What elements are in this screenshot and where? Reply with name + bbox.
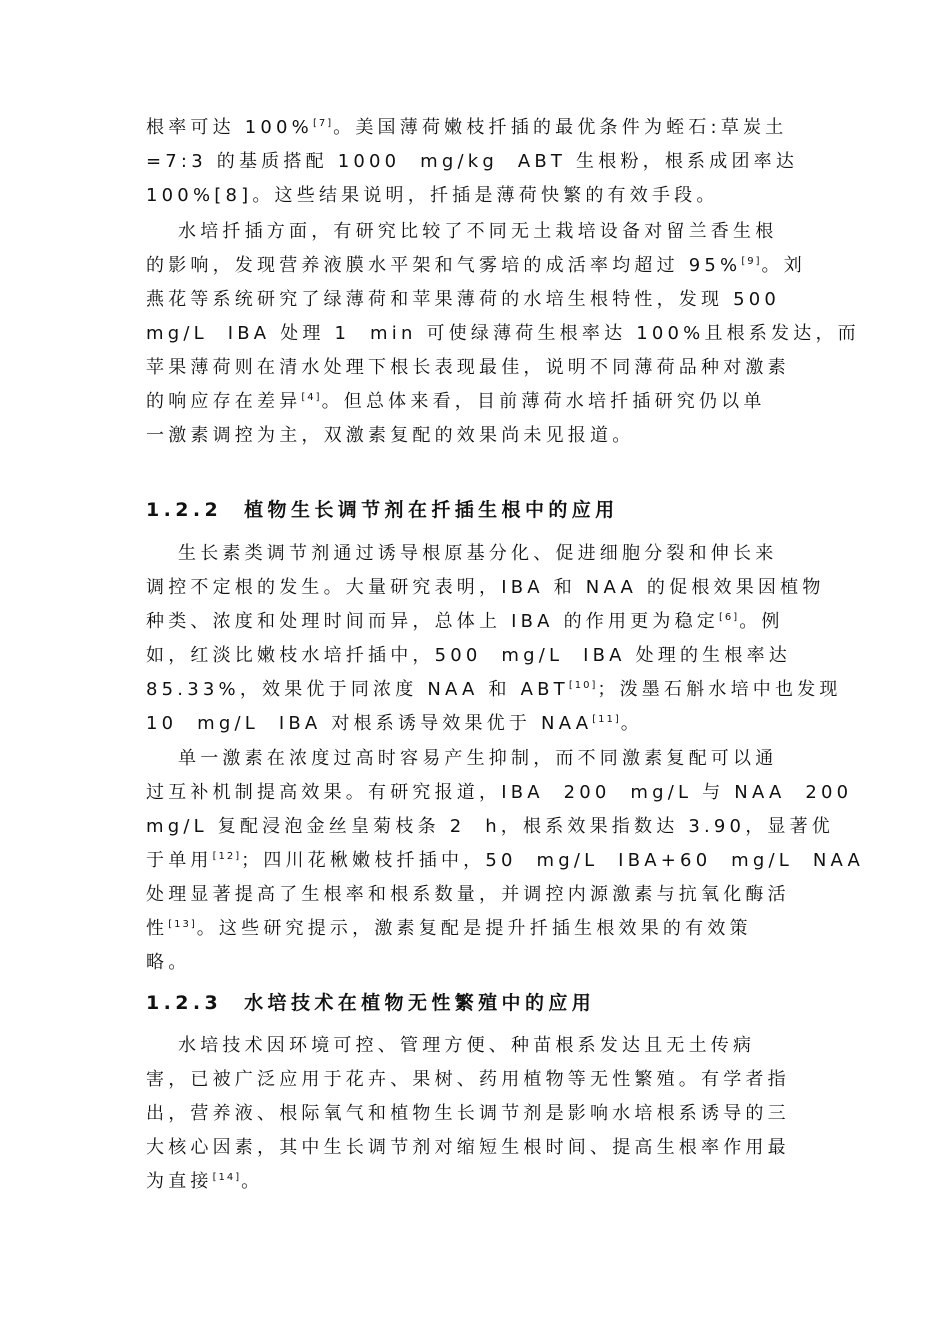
para4-line-7: 略。: [146, 952, 191, 973]
para2-line-5: 苹果薄荷则在清水处理下根长表现最佳，说明不同薄荷品种对激素: [146, 357, 790, 378]
text-run: 。例: [739, 611, 784, 632]
para1-line-3: 100%[8]。这些结果说明，扦插是薄荷快繁的有效手段。: [146, 185, 719, 206]
section-heading-1-2-2: [146, 496, 619, 524]
para1-line-2: =7:3 的基质搭配 1000 mg/kg ABT 生根粉，根系成团率达: [146, 151, 799, 172]
para2-line-4: mg/L IBA 处理 1 min 可使绿薄荷生根率达 100%且根系发达，而: [146, 323, 860, 344]
para4-line-4: [146, 848, 864, 874]
para4-line-6: [146, 916, 752, 942]
section-title: 植物生长调节剂在扦插生根中的应用: [244, 499, 619, 521]
para4-line-5: 处理显著提高了生根率和根系数量，并调控内源激素与抗氧化酶活: [146, 884, 790, 905]
text-run: 的影响，发现营养液膜水平架和气雾培的成活率均超过 95%: [146, 255, 742, 276]
text-run: 85.33%，效果优于同浓度 NAA 和 ABT: [146, 679, 569, 700]
para3-line-2: 调控不定根的发生。大量研究表明，IBA 和 NAA 的促根效果因植物: [146, 577, 825, 598]
para4-line-1: 单一激素在浓度过高时容易产生抑制，而不同激素复配可以通: [178, 748, 778, 769]
section-title: 水培技术在植物无性繁殖中的应用: [244, 992, 596, 1014]
text-run: 性: [146, 918, 169, 939]
citation-ref: [10]: [568, 680, 598, 691]
para4-line-3: mg/L 复配浸泡金丝皇菊枝条 2 h，根系效果指数达 3.90，显著优: [146, 816, 834, 837]
para3-line-1: 生长素类调节剂通过诱导根原基分化、促进细胞分裂和伸长来: [178, 543, 778, 564]
text-run: ；泼墨石斛水培中也发现: [597, 679, 842, 700]
para2-line-1: 水培扦插方面，有研究比较了不同无土栽培设备对留兰香生根: [178, 221, 778, 242]
para4-line-2: 过互补机制提高效果。有研究报道，IBA 200 mg/L 与 NAA 200: [146, 782, 853, 803]
text-run: 。: [241, 1171, 264, 1192]
citation-ref: [7]: [312, 118, 334, 129]
text-run: ；四川花楸嫩枝扦插中，50 mg/L IBA+60 mg/L NAA: [241, 850, 865, 871]
text-run: 于单用: [146, 850, 213, 871]
para2-line-2: [146, 253, 806, 279]
para5-line-3: 出，营养液、根际氧气和植物生长调节剂是影响水培根系诱导的三: [146, 1103, 790, 1124]
citation-ref: [9]: [741, 256, 762, 267]
text-run: 。刘: [761, 255, 806, 276]
para2-line-7: 一激素调控为主，双激素复配的效果尚未见报道。: [146, 425, 635, 446]
para3-line-5: [146, 677, 842, 703]
citation-ref: [12]: [212, 851, 242, 862]
text-run: 。美国薄荷嫩枝扦插的最优条件为蛭石:草炭土: [333, 117, 788, 138]
para5-line-4: 大核心因素，其中生长调节剂对缩短生根时间、提高生根率作用最: [146, 1137, 790, 1158]
para5-line-5: [146, 1169, 263, 1195]
para5-line-2: 害，已被广泛应用于花卉、果树、药用植物等无性繁殖。有学者指: [146, 1069, 790, 1090]
text-run: 。这些研究提示，激素复配是提升扦插生根效果的有效策: [196, 918, 752, 939]
citation-ref: [14]: [212, 1172, 242, 1183]
citation-ref: [4]: [301, 392, 322, 403]
citation-ref: [13]: [168, 919, 197, 930]
section-number: 1.2.3: [146, 992, 223, 1014]
citation-ref: [11]: [592, 714, 621, 725]
section-number: 1.2.2: [146, 499, 223, 521]
text-run: 的响应存在差异: [146, 391, 302, 412]
para3-line-3: [146, 609, 784, 635]
para2-line-6: [146, 389, 766, 415]
para2-line-3: 燕花等系统研究了绿薄荷和苹果薄荷的水培生根特性，发现 500: [146, 289, 781, 310]
para3-line-4: 如，红淡比嫩枝水培扦插中，500 mg/L IBA 处理的生根率达: [146, 645, 791, 666]
citation-ref: [6]: [719, 612, 740, 623]
text-run: 种类、浓度和处理时间而异，总体上 IBA 的作用更为稳定: [146, 611, 720, 632]
para5-line-1: 水培技术因环境可控、管理方便、种苗根系发达且无土传病: [178, 1035, 756, 1056]
para3-line-6: [146, 711, 643, 737]
text-run: 。: [620, 713, 643, 734]
text-run: 为直接: [146, 1171, 213, 1192]
text-run: 。但总体来看，目前薄荷水培扦插研究仍以单: [321, 391, 766, 412]
text-run: 根率可达 100%: [146, 117, 313, 138]
section-heading-1-2-3: [146, 989, 595, 1017]
para1-line-1: [146, 115, 787, 141]
text-run: 10 mg/L IBA 对根系诱导效果优于 NAA: [146, 713, 593, 734]
